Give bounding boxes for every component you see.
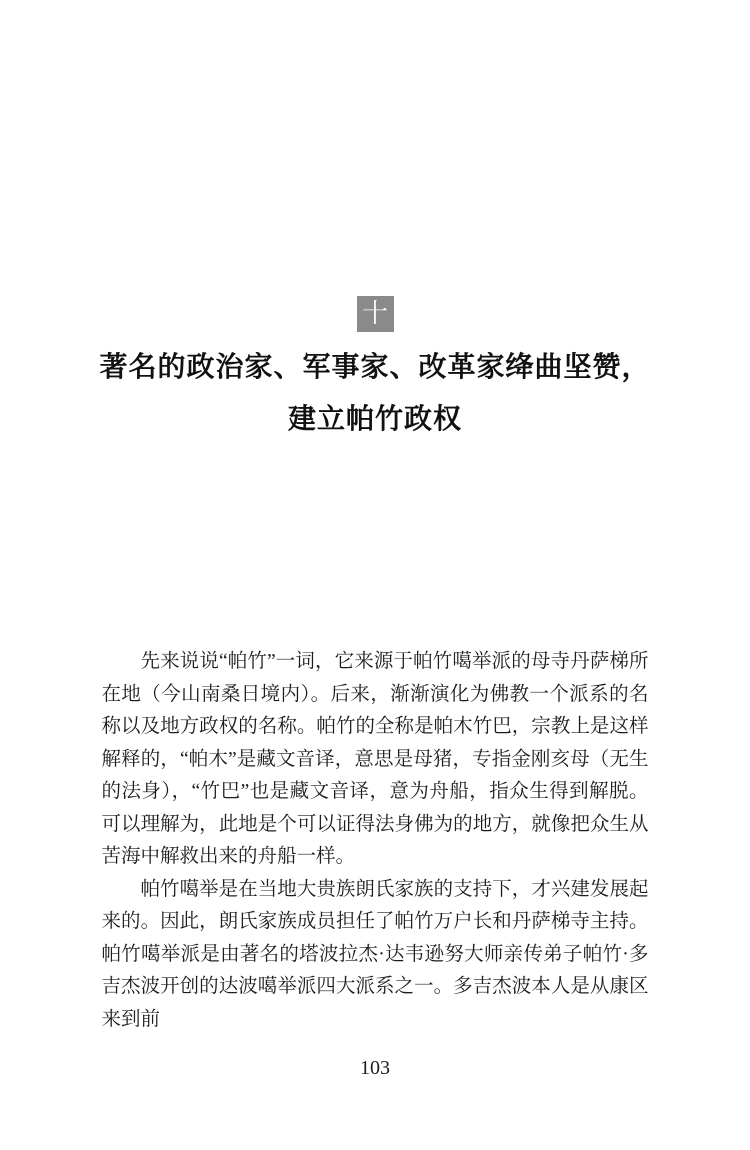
body-text bbox=[102, 646, 649, 1036]
chapter-number-box bbox=[357, 296, 394, 332]
chapter-title bbox=[0, 342, 750, 446]
chapter-number: 十 bbox=[361, 299, 388, 328]
body-paragraph-2: 帕竹噶举是在当地大贵族朗氏家族的支持下，才兴建发展起来的。因此，朗氏家族成员担任了帕竹万户长和丹萨梯寺主持。帕竹噶举派是由著名的塔波拉杰·达韦逊努大师亲传弟子帕竹·多吉杰波开创的达波噶举派四大派系之一。多吉杰波本人是从康区来到前 bbox=[101, 878, 649, 1030]
page-number: 103 bbox=[360, 1057, 390, 1079]
chapter-title-line1: 著名的政治家、军事家、改革家绛曲坚赞， bbox=[99, 352, 651, 383]
body-paragraph-1: 先来说说“帕竹”一词，它来源于帕竹噶举派的母寺丹萨梯所在地（今山南桑日境内）。后来，渐渐演化为佛教一个派系的名称以及地方政权的名称。帕竹的全称是帕木竹巴，宗教上是这样解释的，“帕木”是藏文音译，意思是母猪，专指金刚亥母（无生的法身），“竹巴”也是藏文音译，意为舟船，指众生得到解脱。可以理解为，此地是个可以证得法身佛为的地方，就像把众生从苦海中解救出来的舟船一样。 bbox=[101, 651, 649, 867]
chapter-title-line2: 建立帕竹政权 bbox=[287, 404, 462, 435]
